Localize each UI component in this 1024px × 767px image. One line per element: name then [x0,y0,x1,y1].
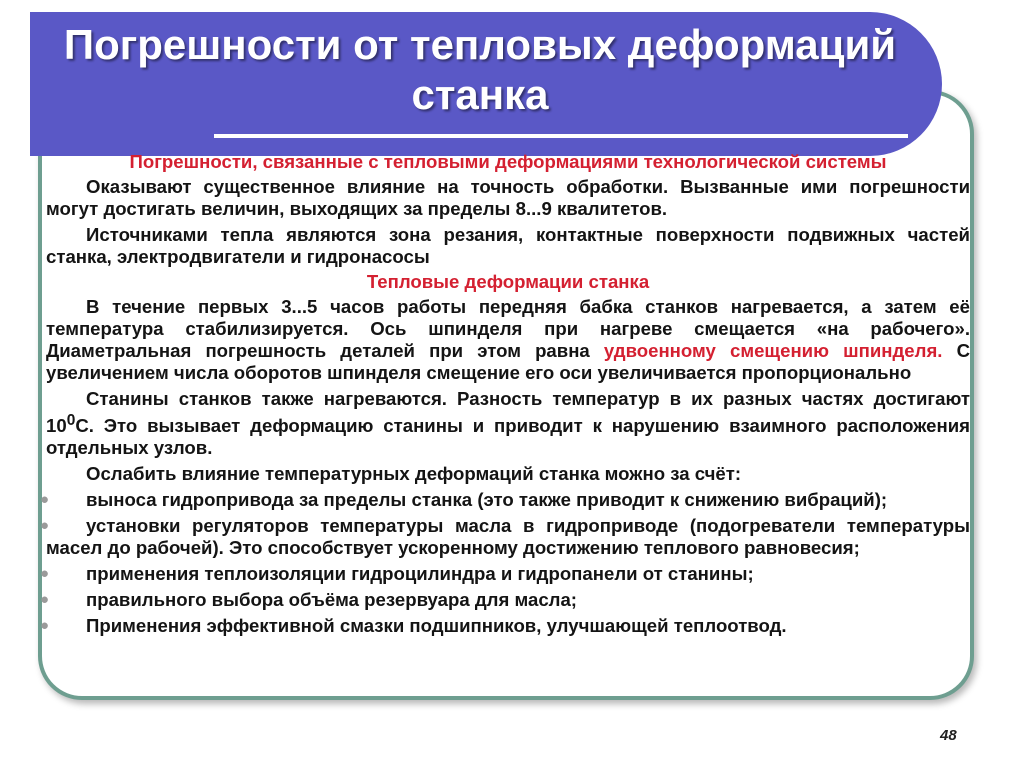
paragraph-mitigation: Ослабить влияние температурных деформаций станка можно за счёт: [86,463,742,485]
bed-text-end: С. Это вызывает деформацию станины и приводит к нарушению взаимного расположения отдельных узлов. [46,415,970,459]
bullet-icon: ● [40,591,50,609]
list-item-text: Применения эффективной смазки подшипников, улучшающей теплоотвод. [86,615,787,637]
paragraph-effect: Оказывают существенное влияние на точность обработки. Вызванные ими погрешности могут достигать величин, выходящих за пределы 8...9 квалитетов. [46,176,970,219]
list-item [40,589,970,611]
list-item-text: правильного выбора объёма резервуара для масла; [86,589,577,611]
bullet-icon: ● [40,617,50,635]
bullet-icon: ● [40,565,50,583]
section-heading: Тепловые деформации станка [366,271,650,292]
list-item [40,563,970,585]
list-item [40,515,970,559]
bullet-icon: ● [40,517,50,535]
subtitle: Погрешности, связанные с тепловыми деформациями технологической системы [129,151,887,172]
bed-text-start: Станины станков также нагреваются. Разность температур в их разных частях достигают 10 [46,388,970,437]
list-item-text: установки регуляторов температуры масла в гидроприводе (подогреватели температуры масел до рабочей). Это способствует ускоренному достижению теплового равновесия; [46,515,970,559]
bullet-icon: ● [40,491,50,509]
title-underline [214,134,908,138]
list-item-text: применения теплоизоляции гидроцилиндра и гидропанели от станины; [86,563,754,585]
list-item [40,615,970,637]
degree-superscript: 0 [66,412,76,429]
page-number: 48 [940,727,957,744]
mitigation-list [40,489,970,637]
slide-body [40,151,971,641]
list-item [40,489,970,511]
list-item-text: выноса гидропривода за пределы станка (это также приводит к снижению вибраций); [86,489,888,511]
spindle-highlight: удвоенному смещению шпинделя. [603,340,943,361]
paragraph-bed [46,388,970,459]
slide-title: Погрешности от тепловых деформаций станка [63,21,897,118]
paragraph-heat-sources: Источниками тепла являются зона резания, контактные поверхности подвижных частей станка, электродвигатели и гидронасосы [46,224,970,267]
spindle-text-start: В течение первых 3...5 часов работы передняя бабка станков нагревается, а затем её температура стабилизируется. Ось шпинделя при нагреве смещается «на рабочего». Диаметральная погрешность деталей при этом равна [46,296,970,361]
spindle-text-end: С увеличением числа оборотов шпинделя смещение его оси увеличивается пропорционально [46,340,971,383]
paragraph-spindle [46,296,970,384]
